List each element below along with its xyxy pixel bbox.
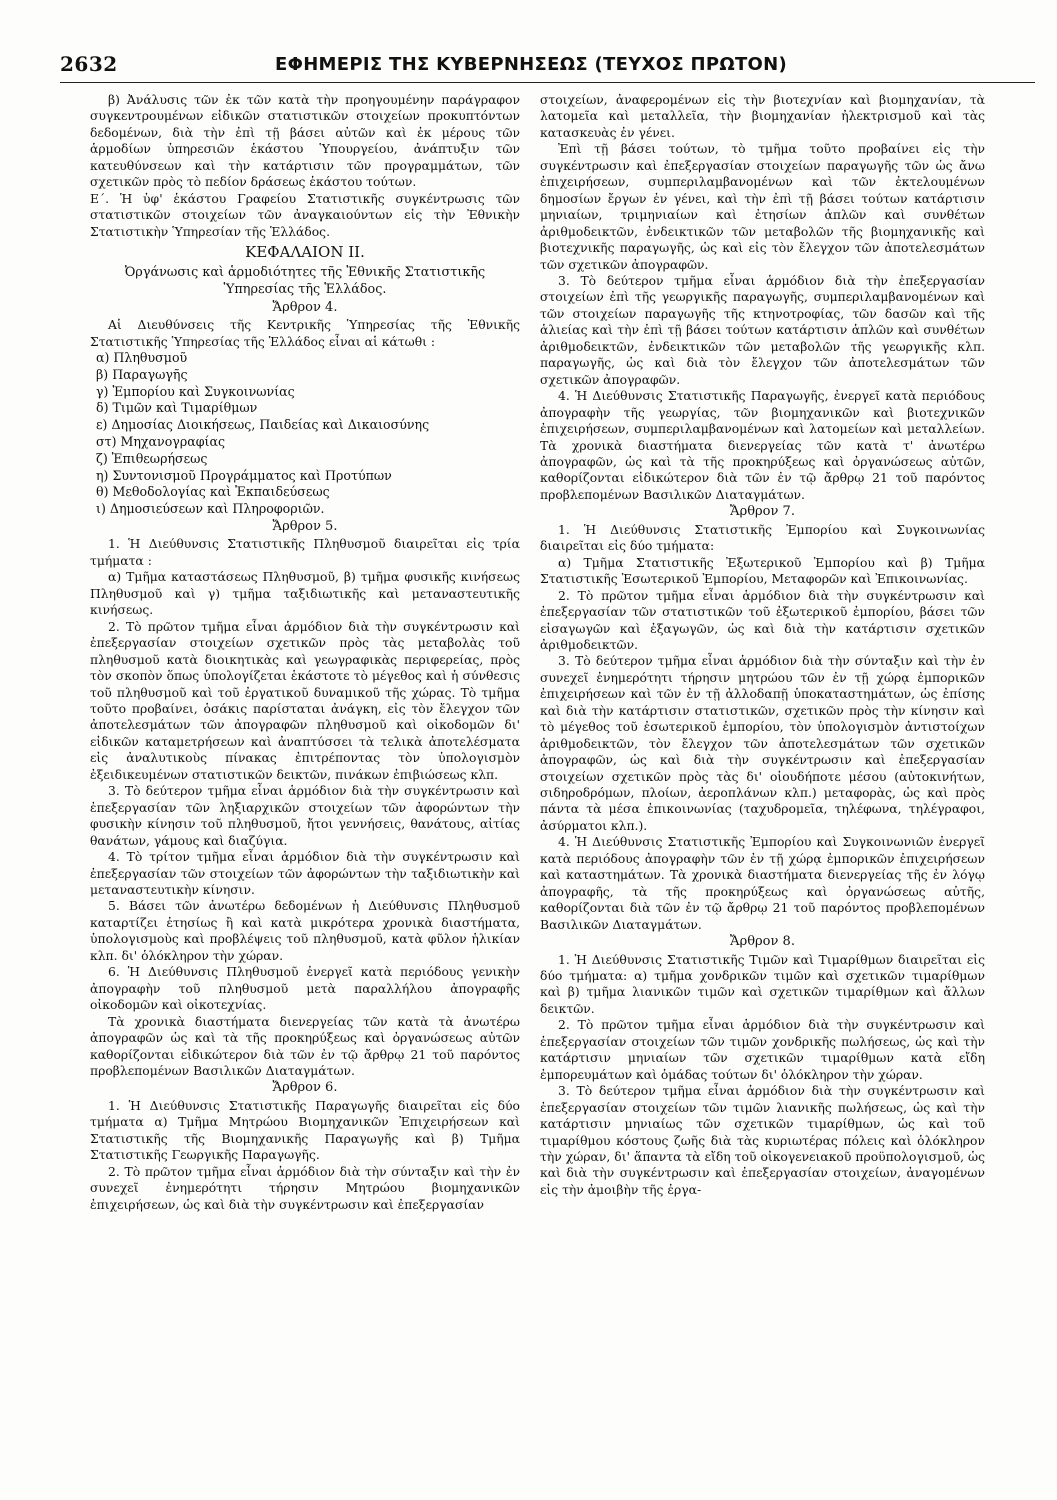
paragraph: 4. Ἡ Διεύθυνσις Στατιστικῆς Παραγωγῆς, ἐνεργεῖ κατὰ περιόδους ἀπογραφὴν τῆς γεωργίας, τῶν βιομηχανικῶν καὶ βιοτεχνικῶν ἐπιχειρήσεων, συμπεριλαμβανομένων καὶ λατομείων καὶ μεταλλείων. Τὰ χρονικὰ διαστήματα διενεργείας τῶν κατὰ τ' ἀνωτέρω ἀπογραφῶν, ὡς καὶ τὰ τῆς προκηρύξεως καὶ ὀργανώσεως αὐτῶν, καθορίζονται εἰδικώτερον διὰ τῶν ἐν τῷ ἄρθρῳ 21 τοῦ παρόντος προβλεπομένων Βασιλικῶν Διαταγμάτων. — [540, 389, 985, 502]
chapter-subtitle: Ὀργάνωσις καὶ ἁρμοδιότητες τῆς Ἐθνικῆς Στατιστικῆς Ὑπηρεσίας τῆς Ἑλλάδος. — [124, 265, 486, 297]
header-rule — [60, 82, 1035, 83]
paragraph: α) Τμῆμα Στατιστικῆς Ἐξωτερικοῦ Ἐμπορίου καὶ β) Τμῆμα Στατιστικῆς Ἐσωτερικοῦ Ἐμπορίου, Μεταφορῶν καὶ Ἐπικοινωνίας. — [540, 555, 985, 587]
gazette-title: ΕΦΗΜΕΡΙΣ ΤΗΣ ΚΥΒΕΡΝΗΣΕΩΣ (ΤΕΥΧΟΣ ΠΡΩΤΟΝ) — [275, 54, 788, 75]
list-item: στ) Μηχανογραφίας — [96, 434, 226, 450]
list-item: β) Παραγωγῆς — [96, 366, 188, 382]
paragraph: α) Τμῆμα καταστάσεως Πληθυσμοῦ, β) τμῆμα φυσικῆς κινήσεως Πληθυσμοῦ καὶ γ) τμῆμα ταξιδιωτικῆς καὶ μεταναστευτικῆς κινήσεως. — [90, 570, 520, 618]
article-heading: Ἄρθρον 6. — [272, 1080, 338, 1096]
list-item: ζ) Ἐπιθεωρήσεως — [96, 450, 208, 466]
list-item: η) Συντονισμοῦ Προγράμματος καὶ Προτύπων — [96, 467, 392, 483]
paragraph: 5. Βάσει τῶν ἀνωτέρω δεδομένων ἡ Διεύθυνσις Πληθυσμοῦ καταρτίζει ἐτησίως ἢ καὶ κατὰ μικρότερα χρονικὰ διαστήματα, ὑπολογισμοὺς καὶ προβλέψεις τοῦ πληθυσμοῦ, κατὰ φῦλον ἡλικίαν κλπ. δι' ὁλόκληρον τὴν χώραν. — [90, 899, 520, 963]
paragraph: 4. Ἡ Διεύθυνσις Στατιστικῆς Ἐμπορίου καὶ Συγκοινωνιῶν ἐνεργεῖ κατὰ περιόδους ἀπογραφὴν τῶν ἐν τῇ χώρᾳ ἐμπορικῶν ἐπιχειρήσεων καὶ καταστημάτων. Τὰ χρονικὰ διαστήματα διενεργείας τῆς ἐν λόγῳ ἀπογραφῆς, τὰ τῆς προκηρύξεως καὶ ὀργανώσεως αὐτῆς, καθορίζονται διὰ τῶν ἐν τῷ ἄρθρῳ 21 τοῦ παρόντος προβλεπομένων Βασιλικῶν Διαταγμάτων. — [540, 835, 985, 932]
list-item: γ) Ἐμπορίου καὶ Συγκοινωνίας — [96, 383, 295, 399]
paragraph: 2. Τὸ πρῶτον τμῆμα εἶναι ἁρμόδιον διὰ τὴν συγκέντρωσιν καὶ ἐπεξεργασίαν στοιχείων σχετικῶν πρὸς τὰς μεταβολὰς τοῦ πληθυσμοῦ κατὰ διοικητικὰς καὶ γεωγραφικὰς περιφερείας, πρὸς τὸν σκοπὸν ὅπως ὑπολογίζεται ἑκάστοτε τὸ μέγεθος καὶ ἡ σύνθεσις τοῦ πληθυσμοῦ καὶ τοῦ ἐργατικοῦ δυναμικοῦ τῆς χώρας. Τὸ τμῆμα τοῦτο προβαίνει, ὁσάκις παρίσταται ἀνάγκη, εἰς τὸν ἔλεγχον τῶν ἀποτελεσμάτων τῶν ἀπογραφῶν πληθυσμοῦ καὶ οἰκοδομῶν δι' εἰδικῶν καταμετρήσεων καὶ ἀναπτύσσει τὰ τελικὰ ἀποτελέσματα εἰς ἀναλυτικοὺς πίνακας ἐπιτρέποντας τὸν ὑπολογισμὸν ἐξειδικευμένων στατιστικῶν δεικτῶν, πινάκων ἐπιβιώσεως κλπ. — [90, 619, 520, 782]
list-item: ι) Δημοσιεύσεων καὶ Πληροφοριῶν. — [96, 501, 325, 517]
article-heading: Ἄρθρον 7. — [730, 504, 795, 520]
paragraph: 3. Τὸ δεύτερον τμῆμα εἶναι ἁρμόδιον διὰ τὴν συγκέντρωσιν καὶ ἐπεξεργασίαν στοιχείων τῶν τιμῶν λιανικῆς πωλήσεως, ὡς καὶ τὴν κατάρτισιν μηνιαίως τῶν σχετικῶν τιμαρίθμων, ὡς καὶ τοῦ τιμαρίθμου κόστους ζωῆς διὰ τὰς κυριωτέρας πόλεις καὶ ὁλόκληρον τὴν χώραν, δι' ἅπαντα τὰ εἴδη τοῦ οἰκογενειακοῦ προϋπολογισμοῦ, ὡς καὶ διὰ τὴν συγκέντρωσιν καὶ ἐπεξεργασίαν στοιχείων, ἀναγομένων εἰς τὴν ἀμοιβὴν τῆς ἐργα- — [540, 1084, 985, 1197]
paragraph: 1. Ἡ Διεύθυνσις Στατιστικῆς Τιμῶν καὶ Τιμαρίθμων διαιρεῖται εἰς δύο τμήματα: α) τμῆμα χονδρικῶν τιμῶν καὶ σχετικῶν τιμαρίθμων καὶ β) τμῆμα λιανικῶν τιμῶν καὶ σχετικῶν τιμαρίθμων καὶ ἄλλων δεικτῶν. — [540, 952, 985, 1016]
list-item: α) Πληθυσμοῦ — [96, 350, 188, 366]
paragraph: 3. Τὸ δεύτερον τμῆμα εἶναι ἁρμόδιον διὰ τὴν συγκέντρωσιν καὶ ἐπεξεργασίαν τῶν ληξιαρχικῶν στοιχείων τῶν ἀφορώντων τὴν φυσικὴν κίνησιν τοῦ πληθυσμοῦ, ἤτοι γεννήσεις, θανάτους, αἰτίας θανάτων, γάμους καὶ διαζύγια. — [90, 784, 520, 848]
paragraph: Τὰ χρονικὰ διαστήματα διενεργείας τῶν κατὰ τὰ ἀνωτέρω ἀπογραφῶν ὡς καὶ τὰ τῆς προκηρύξεως καὶ ὀργανώσεως αὐτῶν καθορίζονται εἰδικώτερον διὰ τῶν ἐν τῷ ἄρθρῳ 21 τοῦ παρόντος προβλεπομένων Βασιλικῶν Διαταγμάτων. — [90, 1014, 520, 1078]
paragraph: 4. Τὸ τρίτον τμῆμα εἶναι ἁρμόδιον διὰ τὴν συγκέντρωσιν καὶ ἐπεξεργασίαν τῶν στοιχείων τῶν ἀφορώντων τὴν ταξιδιωτικὴν καὶ μεταναστευτικὴν κίνησιν. — [90, 850, 520, 897]
paragraph: 2. Τὸ πρῶτον τμῆμα εἶναι ἁρμόδιον διὰ τὴν συγκέντρωσιν καὶ ἐπεξεργασίαν τῶν στατιστικῶν τοῦ ἐξωτερικοῦ ἐμπορίου, βάσει τῶν εἰσαγωγῶν καὶ ἐξαγωγῶν, ὡς καὶ διὰ τὴν κατάρτισιν σχετικῶν ἀριθμοδεικτῶν. — [540, 588, 985, 652]
paragraph: 2. Τὸ πρῶτον τμῆμα εἶναι ἁρμόδιον διὰ τὴν σύνταξιν καὶ τὴν ἐν συνεχεῖ ἐνημερότητι τήρησιν Μητρώου βιομηχανικῶν ἐπιχειρήσεων, ὡς καὶ διὰ τὴν συγκέντρωσιν καὶ ἐπεξεργασίαν — [90, 1164, 520, 1212]
paragraph: 3. Τὸ δεύτερον τμῆμα εἶναι ἁρμόδιον διὰ τὴν ἐπεξεργασίαν στοιχείων ἐπὶ τῆς γεωργικῆς παραγωγῆς, συμπεριλαμβανομένων καὶ τῶν στοιχείων παραγωγῆς τῆς κτηνοτροφίας, τῶν δασῶν καὶ τῆς ἁλιείας καὶ τὴν ἐπὶ τῇ βάσει τούτων κατάρτισιν ἁπλῶν καὶ συνθέτων ἀριθμοδεικτῶν, ἐνδεικτικῶν τῶν μεταβολῶν τῆς γεωργικῆς κλπ. παραγωγῆς, ὡς καὶ διὰ τὸν ἔλεγχον τῶν ἀποτελεσμάτων τῶν σχετικῶν ἀπογραφῶν. — [540, 273, 985, 387]
paragraph: 2. Τὸ πρῶτον τμῆμα εἶναι ἁρμόδιον διὰ τὴν συγκέντρωσιν καὶ ἐπεξεργασίαν στοιχείων τῶν τιμῶν χονδρικῆς πωλήσεως, ὡς καὶ τὴν κατάρτισιν μηνιαίων τῶν σχετικῶν τιμαρίθμων κατὰ εἴδη ἐμπορευμάτων καὶ ὁμάδας τούτων δι' ὁλόκληρον τὴν χώραν. — [540, 1018, 985, 1082]
article-heading: Ἄρθρον 4. — [272, 299, 338, 315]
paragraph: 6. Ἡ Διεύθυνσις Πληθυσμοῦ ἐνεργεῖ κατὰ περιόδους γενικὴν ἀπογραφὴν τοῦ πληθυσμοῦ μετὰ παραλλήλου ἀπογραφῆς οἰκοδομῶν καὶ οἰκοτεχνίας. — [90, 965, 520, 1013]
list-item: δ) Τιμῶν καὶ Τιμαρίθμων — [96, 400, 258, 416]
paragraph: στοιχείων, ἀναφερομένων εἰς τὴν βιοτεχνίαν καὶ βιομηχανίαν, τὰ λατομεῖα καὶ μεταλλεῖα, τὴν βιομηχανίαν ἠλεκτρισμοῦ καὶ τὰς κατασκευὰς ἐν γένει. — [540, 93, 985, 140]
chapter-heading: ΚΕΦΑΛΑΙΟΝ ΙΙ. — [245, 243, 365, 262]
paragraph: β) Ἀνάλυσις τῶν ἐκ τῶν κατὰ τὴν προηγουμένην παράγραφον συγκεντρουμένων εἰδικῶν στατιστικῶν στοιχείων προκυπτόντων δεδομένων, διὰ τὴν ἐπὶ τῇ βάσει αὐτῶν καὶ ἐκ μέρους τῶν ἁρμοδίων ὑπηρεσιῶν ἑκάστου Ὑπουργείου, ἀνάπτυξιν τῶν κατευθύνσεων καὶ τὴν κατάρτισιν τῶν προγραμμάτων, τῶν σχετικῶν πρὸς τὸ πεδίον δράσεως ἑκάστου τούτων. — [90, 93, 520, 190]
paragraph: Ε΄. Ἡ ὑφ' ἑκάστου Γραφείου Στατιστικῆς συγκέντρωσις τῶν στατιστικῶν στοιχείων τῶν ἀναγκαιούντων εἰς τὴν Ἐθνικὴν Στατιστικὴν Ὑπηρεσίαν τῆς Ἑλλάδος. — [90, 191, 520, 239]
paragraph: Αἱ Διευθύνσεις τῆς Κεντρικῆς Ὑπηρεσίας τῆς Ἐθνικῆς Στατιστικῆς Ὑπηρεσίας τῆς Ἑλλάδος εἶναι αἱ κάτωθι : — [90, 318, 520, 349]
left-column — [90, 92, 520, 1213]
article-heading: Ἄρθρον 5. — [272, 519, 338, 534]
paragraph: Ἐπὶ τῇ βάσει τούτων, τὸ τμῆμα τοῦτο προβαίνει εἰς τὴν συγκέντρωσιν καὶ ἐπεξεργασίαν στοιχείων παραγωγῆς τῶν ὡς ἄνω ἐπιχειρήσεων, συμπεριλαμβανομένων καὶ τῶν ἐκτελουμένων δημοσίων ἔργων ἐν γένει, καὶ τὴν ἐπὶ τῇ βάσει τούτων κατάρτισιν μηνιαίων, τριμηνιαίων καὶ ἐτησίων ἁπλῶν καὶ συνθέτων ἀριθμοδεικτῶν, ἐνδεικτικῶν τῶν μεταβολῶν τῆς βιομηχανικῆς καὶ βιοτεχνικῆς παραγωγῆς, ὡς καὶ εἰς τὸν ἔλεγχον τῶν ἀποτελεσμάτων τῶν σχετικῶν ἀπογραφῶν. — [540, 142, 985, 272]
page-header — [60, 52, 1035, 78]
paragraph: 1. Ἡ Διεύθυνσις Στατιστικῆς Ἐμπορίου καὶ Συγκοινωνίας διαιρεῖται εἰς δύο τμήματα: — [540, 522, 985, 554]
paragraph: 3. Τὸ δεύτερον τμῆμα εἶναι ἁρμόδιον διὰ τὴν σύνταξιν καὶ τὴν ἐν συνεχεῖ ἐνημερότητι τήρησιν μητρώου τῶν ἐν τῇ χώρᾳ ἐμπορικῶν ἐπιχειρήσεων καὶ τῶν ἐν τῇ ἀλλοδαπῇ ὑποκαταστημάτων, ὡς ἐπίσης καὶ διὰ τὴν κατάρτισιν στατιστικῶν, σχετικῶν πρὸς τὴν κίνησιν καὶ τὸ μέγεθος τοῦ ἐσωτερικοῦ ἐμπορίου, τὸν ὑπολογισμὸν ἀντιστοίχων ἀριθμοδεικτῶν, τὸν ἔλεγχον τῶν ἀποτελεσμάτων τῶν σχετικῶν ἀπογραφῶν, ὡς καὶ διὰ τὴν συγκέντρωσιν καὶ ἐπεξεργασίαν στοιχείων σχετικῶν πρὸς τὰς δι' οἱουδήποτε μέσου (αὐτοκινήτων, σιδηροδρόμων, πλοίων, ἀεροπλάνων κλπ.) μεταφορὰς, ὡς καὶ πρὸς πάντα τὰ μέσα ἐπικοινωνίας (ταχυδρομεῖα, τηλέφωνα, τηλέγραφοι, ἀσύρματοι κλπ.). — [540, 654, 985, 833]
paragraph: 1. Ἡ Διεύθυνσις Στατιστικῆς Πληθυσμοῦ διαιρεῖται εἰς τρία τμήματα : — [90, 537, 520, 568]
right-column — [540, 92, 985, 1198]
page-number: 2632 — [60, 52, 118, 76]
list-item: θ) Μεθοδολογίας καὶ Ἐκπαιδεύσεως — [96, 484, 330, 500]
list-item: ε) Δημοσίας Διοικήσεως, Παιδείας καὶ Δικαιοσύνης — [96, 417, 430, 433]
paragraph: 1. Ἡ Διεύθυνσις Στατιστικῆς Παραγωγῆς διαιρεῖται εἰς δύο τμήματα α) Τμῆμα Μητρώου Βιομηχανικῶν Ἐπιχειρήσεων καὶ Στατιστικῆς τῆς Βιομηχανικῆς Παραγωγῆς καὶ β) Τμῆμα Στατιστικῆς Γεωργικῆς Παραγωγῆς. — [90, 1098, 520, 1163]
article-heading: Ἄρθρον 8. — [730, 934, 795, 950]
